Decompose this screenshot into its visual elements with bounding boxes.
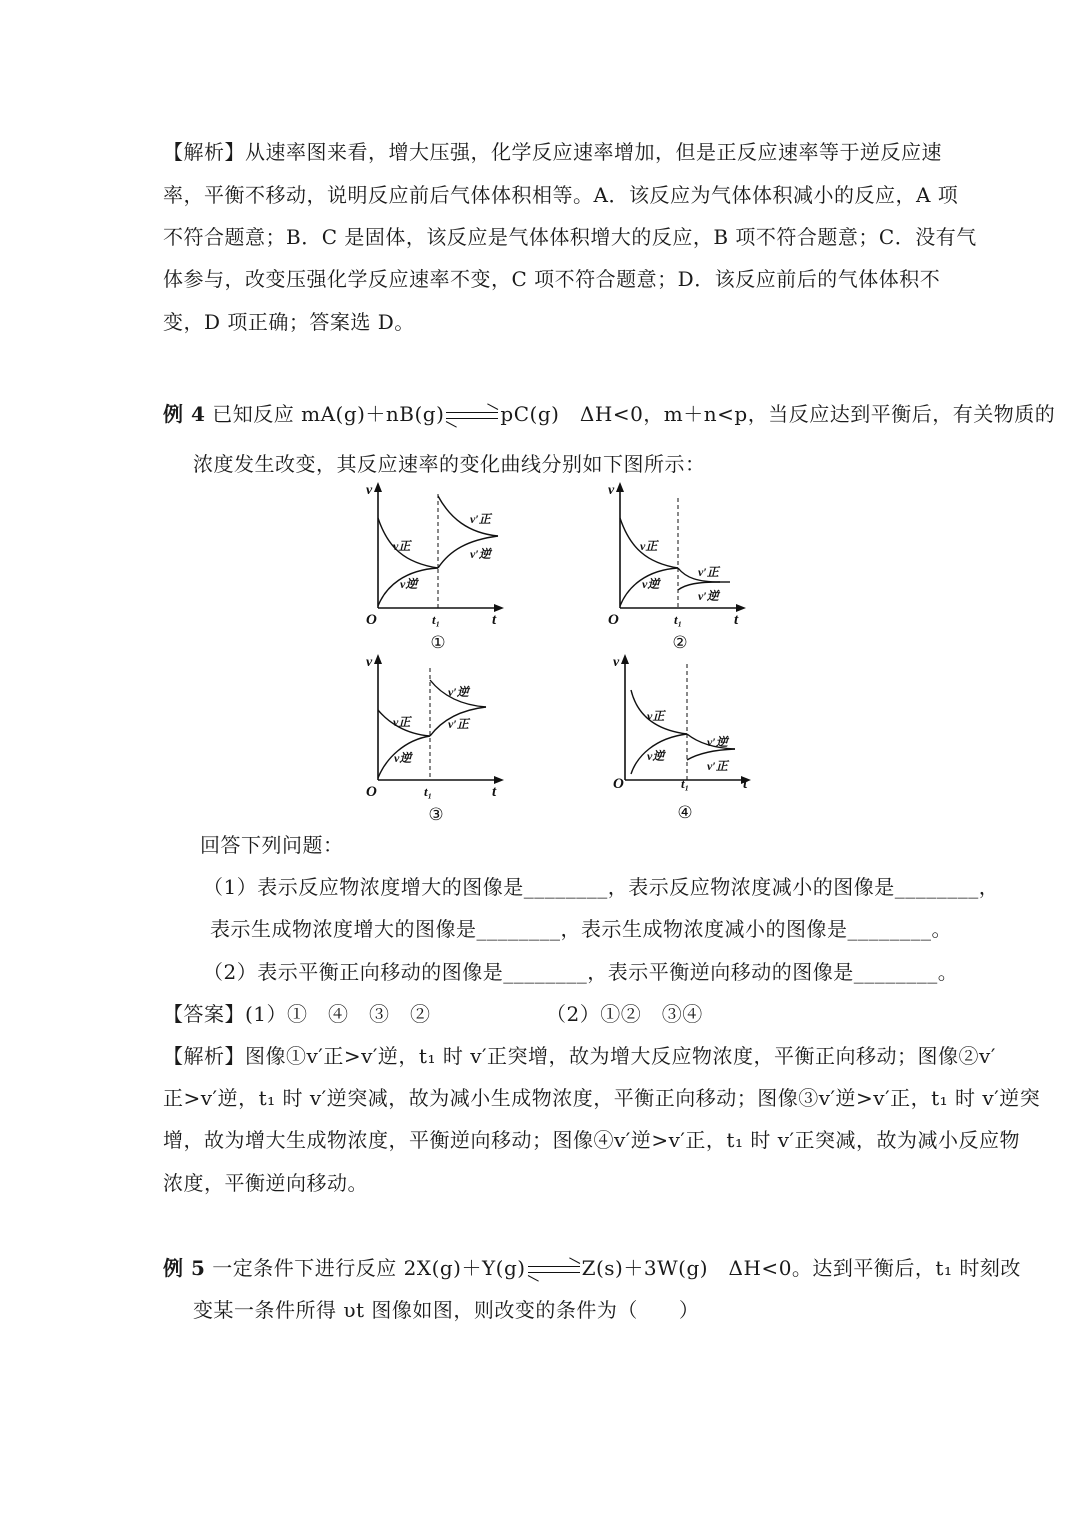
- svg-text:v: v: [366, 655, 373, 670]
- svg-text:t: t: [492, 784, 497, 800]
- rate-graph-1: [360, 478, 520, 662]
- question-2: （2）表示平衡正向移动的图像是________，表示平衡逆向移动的图像是________。: [203, 960, 959, 984]
- answer-part-1: 【答案】(1）① ④ ③ ②: [163, 1002, 431, 1026]
- svg-text:v: v: [366, 483, 373, 498]
- svg-text:v′逆: v′逆: [707, 735, 728, 749]
- example4-reaction-right: pC(g) ΔH<0，m＋n<p，当反应达到平衡后，有关物质的: [500, 402, 1056, 426]
- svg-text:v′逆: v′逆: [698, 589, 719, 603]
- svg-text:v′逆: v′逆: [448, 685, 469, 699]
- analysis-line-1: 【解析】从速率图来看，增大压强，化学反应速率增加，但是正反应速率等于逆反应速: [163, 140, 942, 164]
- ex4-analysis-line-2: 正>v′逆，t₁ 时 v′逆突减，故为减小生成物浓度，平衡正向移动；图像③v′逆>v′正，t₁ 时 v′逆突: [163, 1086, 1041, 1110]
- question-1-line-1: （1）表示反应物浓度增大的图像是________，表示反应物浓度减小的图像是________，: [203, 875, 1000, 899]
- example4-reaction-left: 已知反应 mA(g)＋nB(g): [212, 402, 445, 426]
- svg-text:t₁: t₁: [681, 776, 690, 791]
- svg-text:t₁: t₁: [432, 612, 441, 627]
- rate-graph-4: [607, 650, 767, 834]
- analysis-line-4: 体参与，改变压强化学反应速率不变，C 项不符合题意；D．该反应前后的气体体积不: [163, 267, 941, 291]
- svg-text:v′正: v′正: [707, 759, 728, 773]
- svg-text:v′正: v′正: [698, 565, 719, 579]
- analysis-line-3: 不符合题意；B．C 是固体，该反应是气体体积增大的反应，B 项不符合题意；C．没有气: [163, 225, 977, 249]
- svg-text:v正: v正: [640, 539, 658, 553]
- svg-text:O: O: [613, 776, 624, 792]
- question-1-line-2: 表示生成物浓度增大的图像是________，表示生成物浓度减小的图像是________。: [210, 917, 952, 941]
- example5-reaction-left: 一定条件下进行反应 2X(g)＋Y(g): [212, 1256, 526, 1280]
- example5-statement-2: 变某一条件所得 υt 图像如图，则改变的条件为（ ）: [193, 1298, 700, 1322]
- svg-text:v逆: v逆: [642, 577, 660, 591]
- rate-graph-3: [360, 650, 520, 834]
- ex4-analysis-line-3: 增，故为增大生成物浓度，平衡逆向移动；图像④v′逆>v′正，t₁ 时 v′正突减，故为减小反应物: [163, 1128, 1021, 1152]
- svg-text:v: v: [608, 483, 615, 498]
- example4-statement-2: 浓度发生改变，其反应速率的变化曲线分别如下图所示：: [193, 452, 706, 476]
- svg-text:v逆: v逆: [647, 749, 665, 763]
- svg-text:t: t: [492, 612, 497, 628]
- example4-statement: [163, 400, 1055, 428]
- svg-text:t: t: [743, 776, 748, 792]
- analysis-line-5: 变，D 项正确；答案选 D。: [163, 310, 415, 334]
- svg-text:④: ④: [677, 803, 693, 823]
- svg-text:②: ②: [672, 633, 688, 653]
- example5-reaction-right: Z(s)＋3W(g) ΔH<0。达到平衡后，t₁ 时刻改: [581, 1256, 1021, 1280]
- analysis-line-2: 率，平衡不移动，说明反应前后气体体积相等。A．该反应为气体体积减小的反应，A 项: [163, 183, 959, 207]
- svg-text:v逆: v逆: [400, 577, 418, 591]
- equilibrium-arrow-icon: [446, 411, 498, 421]
- questions-intro: 回答下列问题：: [200, 833, 344, 857]
- svg-text:t₁: t₁: [424, 784, 433, 799]
- svg-text:v′逆: v′逆: [470, 547, 491, 561]
- answer-part-2: （2）①② ③④: [546, 1002, 703, 1026]
- example5-statement: [163, 1254, 1021, 1282]
- svg-text:v逆: v逆: [394, 751, 412, 765]
- equilibrium-arrow-icon: [528, 1265, 580, 1275]
- svg-text:t₁: t₁: [674, 612, 683, 627]
- svg-text:③: ③: [428, 805, 444, 825]
- ex4-analysis-line-1: 【解析】图像①v′正>v′逆，t₁ 时 v′正突增，故为增大反应物浓度，平衡正向移动；图像②v′: [163, 1044, 996, 1068]
- svg-text:v正: v正: [393, 715, 411, 729]
- example5-label: 例 5: [163, 1256, 206, 1280]
- svg-text:v: v: [613, 655, 620, 670]
- example4-label: 例 4: [163, 402, 206, 426]
- ex4-analysis-line-4: 浓度，平衡逆向移动。: [163, 1171, 368, 1195]
- svg-text:O: O: [366, 784, 377, 800]
- svg-text:v正: v正: [647, 709, 665, 723]
- svg-text:t: t: [734, 612, 739, 628]
- svg-text:v′正: v′正: [448, 717, 469, 731]
- svg-text:①: ①: [430, 633, 446, 653]
- svg-text:v正: v正: [393, 539, 411, 553]
- svg-text:O: O: [366, 612, 377, 628]
- svg-text:v′正: v′正: [470, 512, 491, 526]
- rate-graph-2: [602, 478, 762, 662]
- svg-text:O: O: [608, 612, 619, 628]
